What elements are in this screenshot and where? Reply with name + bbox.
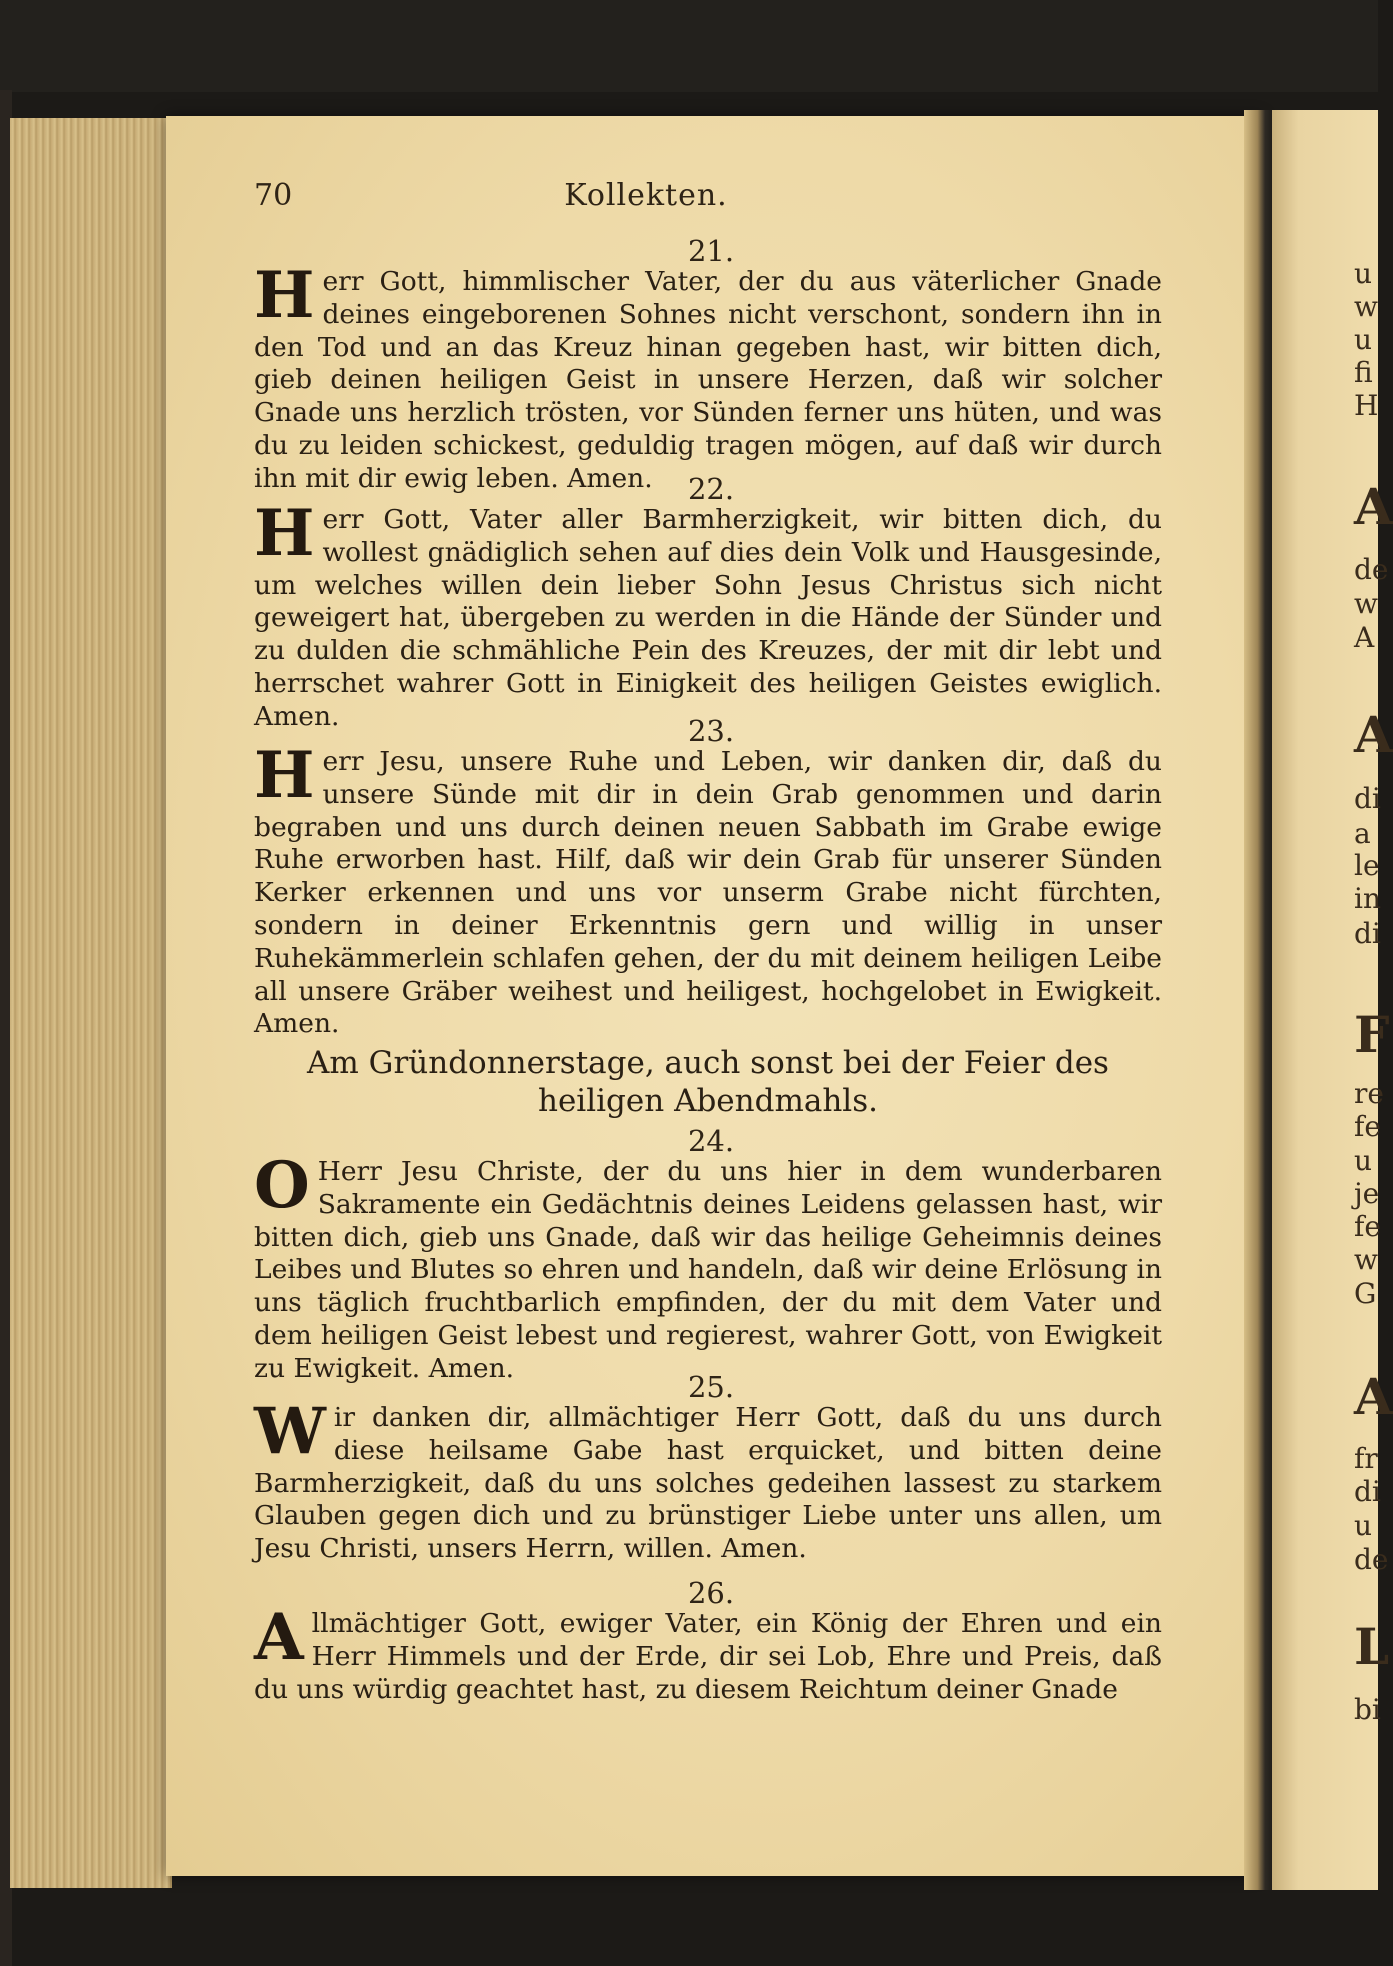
prayer-22: [254, 496, 1162, 734]
facing-page-fragment: di: [1354, 782, 1381, 815]
prayer-26: [254, 1600, 1162, 1706]
facing-page-fragment: L: [1354, 1617, 1390, 1676]
prayer-number-21: 21.: [687, 234, 735, 268]
facing-page-fragment: fi: [1354, 356, 1373, 389]
prayer-text: llmächtiger Gott, ewiger Vater, ein König der Ehren und ein Herr Himmels und der Erde, dir sei Lob, Ehre und Preis, daß du uns würdig geachtet hast, zu diesem Reichtum deiner Gnade: [254, 1608, 1162, 1705]
page-edges: [10, 118, 172, 1888]
facing-page-fragment: A: [1354, 477, 1393, 536]
book-gutter: [1244, 110, 1274, 1890]
prayer-24: [254, 1148, 1162, 1386]
prayer-text: err Jesu, unsere Ruhe und Leben, wir danken dir, daß du unsere Sünde mit dir in dein Grab genommen und darin begraben und uns durch deinen neuen Sabbath im Grabe ewige Ruhe erworben hast. Hilf, daß wir dein Grab für unserer Sünden Kerker erkennen und uns vor unserm Grabe nicht fürchten, sondern in deiner Erkenntnis gern und willig in unser Ruhekämmerlein schlafen gehen, der du mit deinem heiligen Leibe all unsere Gräber weihest und heiligest, hochgelobet in Ewigkeit. Amen.: [254, 746, 1162, 1040]
facing-page-fragment: de: [1354, 1543, 1389, 1576]
drop-cap: H: [254, 258, 315, 333]
facing-page-fragment: u: [1354, 1144, 1373, 1177]
running-head: Kollekten.: [564, 178, 728, 213]
facing-page-fragment: A: [1354, 705, 1393, 764]
prayer-text: Herr Jesu Christe, der du uns hier in dem wunderbaren Sakramente ein Gedächtnis deines Leidens gelassen hast, wir bitten dich, gieb uns Gnade, daß wir das heilige Geheimnis deines Leibes und Blutes so ehren und handeln, daß wir deine Erlösung in uns täglich fruchtbarlich empfinden, der du mit dem Vater und dem heiligen Geist lebest und regierest, wahrer Gott, von Ewigkeit zu Ewigkeit. Amen.: [254, 1156, 1162, 1384]
drop-cap: O: [254, 1148, 310, 1223]
drop-cap: W: [254, 1394, 326, 1469]
prayer-number-24: 24.: [687, 1124, 735, 1158]
facing-page-fragment: fe: [1354, 1110, 1381, 1143]
facing-page-fragment: di: [1354, 917, 1381, 950]
facing-page-fragment: w: [1354, 587, 1378, 620]
prayer-21: [254, 258, 1162, 496]
facing-page-fragment: di: [1354, 1475, 1381, 1508]
prayer-number-22: 22.: [687, 472, 735, 506]
facing-page-fragment: w: [1354, 1243, 1378, 1276]
facing-page-fragment: fe: [1354, 1210, 1381, 1243]
facing-page-fragment: A: [1354, 621, 1375, 654]
book-cover-top: [0, 0, 1378, 92]
facing-page-fragment: re: [1354, 1077, 1384, 1110]
facing-page-fragment: G: [1354, 1277, 1377, 1310]
prayer-number-25: 25.: [687, 1370, 735, 1404]
drop-cap: A: [254, 1600, 304, 1675]
facing-page-fragment: u: [1354, 257, 1373, 290]
prayer-number-26: 26.: [687, 1576, 735, 1610]
prayer-number-23: 23.: [687, 714, 735, 748]
facing-page-fragment: de: [1354, 553, 1389, 586]
facing-page: [1272, 110, 1393, 1890]
facing-page-fragment: je: [1354, 1177, 1380, 1210]
facing-page-fragment: in: [1354, 882, 1381, 915]
facing-page-fragment: bi: [1354, 1693, 1381, 1726]
facing-page-fragment: F: [1354, 1005, 1390, 1064]
facing-page-fragment: le: [1354, 849, 1380, 882]
drop-cap: H: [254, 738, 315, 813]
facing-page-fragment: u: [1354, 1509, 1373, 1542]
page-number: 70: [254, 178, 293, 213]
prayer-text: err Gott, Vater aller Barmherzigkeit, wir bitten dich, du wollest gnädiglich sehen auf dies dein Volk und Hausgesinde, um welches willen dein lieber Sohn Jesus Christus sich nicht geweigert hat, übergeben zu werden in die Hände der Sünder und zu dulden die schmähliche Pein des Kreuzes, der mit dir lebt und herrschet wahrer Gott in Einigkeit des heiligen Geistes ewiglich. Amen.: [254, 504, 1162, 732]
facing-page-fragment: A: [1354, 1367, 1393, 1426]
section-heading: Am Gründonnerstage, auch sonst bei der Feier des heiligen Abendmahls.: [307, 1045, 1109, 1119]
prayer-25: [254, 1394, 1162, 1566]
facing-page-fragment: H: [1354, 389, 1379, 422]
drop-cap: H: [254, 496, 315, 571]
left-page: [166, 116, 1262, 1876]
facing-page-fragment: fr: [1354, 1442, 1378, 1475]
prayer-23: [254, 738, 1162, 1041]
prayer-text: ir danken dir, allmächtiger Herr Gott, daß du uns durch diese heilsame Gabe hast erquicket, und bitten deine Barmherzigkeit, daß du uns solches gedeihen lassest zu starkem Glauben gegen dich und zu brünstiger Liebe unter uns allen, um Jesu Christi, unsers Herrn, willen. Amen.: [254, 1402, 1162, 1565]
facing-page-fragment: u: [1354, 323, 1373, 356]
facing-page-fragment: w: [1354, 290, 1378, 323]
facing-page-fragment: a: [1354, 817, 1371, 850]
prayer-text: err Gott, himmlischer Vater, der du aus väterlicher Gnade deines eingeborenen Sohnes nicht verschont, sondern ihn in den Tod und an das Kreuz hinan gegeben hast, wir bitten dich, gieb deinen heiligen Geist in unsere Herzen, daß wir solcher Gnade uns herzlich trösten, vor Sünden ferner uns hüten, und was du zu leiden schickest, geduldig tragen mögen, auf daß wir durch ihn mit dir ewig leben. Amen.: [254, 266, 1162, 494]
